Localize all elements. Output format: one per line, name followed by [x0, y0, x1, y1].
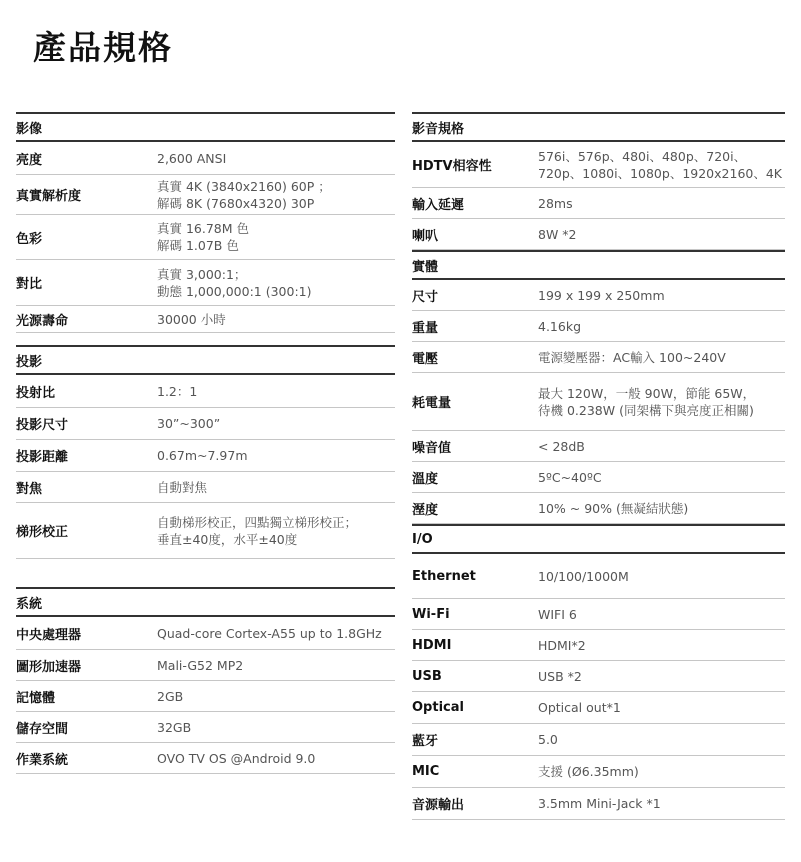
spec-row [16, 681, 395, 712]
page-title: 產品規格 [33, 28, 173, 67]
spec-row [16, 503, 395, 559]
spec-value [538, 342, 726, 372]
spec-row [412, 311, 785, 342]
spec-value-line: 待機 0.238W (同架構下與亮度正相關) [538, 402, 754, 418]
spec-value-line: 576i、576p、480i、480p、720i、 [538, 148, 747, 164]
spec-value [157, 650, 243, 680]
spec-row [412, 630, 785, 661]
spec-value [538, 692, 621, 723]
spec-value-line: 動態 1,000,000:1 (300:1) [157, 283, 312, 299]
spec-row [16, 306, 395, 333]
section-heading [16, 587, 395, 617]
spec-label: 記憶體 [16, 690, 56, 706]
spec-label: 光源壽命 [16, 313, 69, 329]
spec-value-line: 2,600 ANSI [157, 150, 227, 166]
spec-label: 電壓 [412, 351, 439, 367]
spec-value [538, 462, 602, 492]
spec-value-line: 32GB [157, 719, 192, 735]
spec-value-line: 1.2：1 [157, 383, 198, 399]
spec-value [157, 142, 226, 174]
section-heading-label: I/O [412, 531, 433, 547]
spec-value-line: < 28dB [538, 438, 585, 454]
section-heading [412, 250, 785, 280]
spec-value [538, 724, 558, 755]
spec-label: HDTV相容性 [412, 159, 492, 174]
section-heading [412, 112, 785, 142]
spec-row [16, 142, 395, 175]
spec-value [157, 306, 226, 332]
section-heading [16, 112, 395, 142]
spec-value [157, 503, 357, 558]
spec-row [16, 175, 395, 215]
spec-value [157, 408, 220, 439]
spec-value-line: HDMI*2 [538, 637, 586, 653]
spec-label: USB [412, 668, 442, 684]
spec-value [157, 440, 248, 471]
spec-label: 投影距離 [16, 450, 69, 465]
spec-value-line: 4.16kg [538, 318, 582, 334]
spec-value-line: 3.5mm Mini-Jack *1 [538, 796, 661, 811]
spec-value [157, 617, 382, 649]
spec-label: MIC [412, 764, 440, 779]
spec-row [412, 142, 785, 188]
spec-label: 作業系統 [16, 752, 69, 768]
spec-label: HDMI [412, 637, 452, 653]
spec-label: 梯形校正 [16, 525, 69, 540]
section-heading [412, 524, 785, 554]
spec-value [538, 554, 629, 598]
spec-row [16, 260, 395, 306]
section-heading-label: 影音規格 [412, 121, 465, 137]
spec-value-line: 電源變壓器：AC輸入 100~240V [538, 349, 726, 365]
spec-label: 對焦 [16, 481, 43, 497]
spec-value [538, 142, 782, 187]
spec-value [538, 188, 573, 218]
spec-label: 溼度 [412, 502, 439, 518]
spec-value [157, 260, 312, 305]
spec-value-line: Quad-core Cortex-A55 up to 1.8GHz [157, 625, 382, 641]
spec-row [412, 661, 785, 692]
spec-value [157, 712, 191, 742]
spec-label: 亮度 [16, 152, 43, 168]
spec-row [412, 462, 785, 493]
spec-row [16, 712, 395, 743]
spec-value-line: 解碼 8K (7680x4320) 30P [157, 195, 315, 211]
spec-value-line: 10/100/1000M [538, 568, 629, 584]
spec-value-line: 8W *2 [538, 226, 577, 242]
spec-row [412, 724, 785, 756]
spec-label: 圖形加速器 [16, 659, 82, 675]
spec-value [157, 743, 315, 773]
spec-label: 色彩 [16, 231, 43, 247]
spec-row [412, 280, 785, 311]
spec-value [538, 630, 586, 660]
spec-value [157, 472, 207, 502]
spec-value-line: 5.0 [538, 732, 558, 747]
spec-label: Wi-Fi [412, 606, 450, 622]
spec-value-line: 720p、1080i、1080p、1920x2160、4K [538, 165, 782, 181]
spec-row [412, 788, 785, 820]
spec-label: Ethernet [412, 568, 476, 584]
spec-row [412, 692, 785, 724]
spec-value-line: 0.67m~7.97m [157, 448, 248, 463]
spec-label: 儲存空間 [16, 721, 69, 737]
spec-value-line: OVO TV OS @Android 9.0 [157, 750, 316, 766]
spec-label: 尺寸 [412, 289, 439, 305]
spec-value [538, 493, 688, 523]
spec-value-line: 真實 4K (3840x2160) 60P ； [157, 178, 331, 194]
spec-value-line: 30000 小時 [157, 311, 226, 327]
spec-value-line: 5ºC~40ºC [538, 469, 602, 485]
spec-value [538, 599, 577, 629]
spec-row [16, 650, 395, 681]
spec-label: 耗電量 [412, 396, 452, 411]
spec-value-line: 199 x 199 x 250mm [538, 287, 665, 303]
spec-value-line: Optical out*1 [538, 700, 621, 715]
spec-value-line: 2GB [157, 688, 184, 704]
spec-value [538, 788, 661, 819]
spec-row [412, 493, 785, 524]
section-heading-label: 投影 [16, 354, 43, 370]
spec-row [16, 375, 395, 408]
spec-value-line: 垂直±40度，水平±40度 [157, 531, 298, 547]
spec-value [157, 215, 249, 259]
spec-value [538, 431, 585, 461]
spec-value-line: USB *2 [538, 668, 582, 684]
spec-value-line: 10% ~ 90% (無凝結狀態) [538, 500, 689, 516]
spec-label: 噪音值 [412, 440, 452, 456]
spec-value [538, 756, 639, 787]
spec-value [538, 373, 755, 430]
spec-label: 對比 [16, 277, 43, 292]
spec-row [412, 599, 785, 630]
spec-value-line: 30”~300” [157, 416, 221, 431]
spec-row [412, 219, 785, 250]
right-spec-column [412, 112, 785, 820]
spec-label: 輸入延遲 [412, 197, 465, 213]
section-heading-label: 實體 [412, 259, 439, 275]
spec-value-line: 真實 16.78M 色 [157, 221, 250, 236]
spec-row [16, 408, 395, 440]
spec-row [16, 617, 395, 650]
spec-row [412, 342, 785, 373]
spec-row [412, 554, 785, 599]
spec-value [538, 311, 581, 341]
spec-row [412, 373, 785, 431]
spec-label: 音源輸出 [412, 798, 465, 813]
section-heading [16, 345, 395, 375]
spec-row [16, 743, 395, 774]
spec-value-line: 自動對焦 [157, 479, 208, 495]
spec-label: 投影尺寸 [16, 418, 69, 433]
spec-label: 重量 [412, 320, 439, 336]
spec-value [157, 375, 197, 407]
spec-row [412, 188, 785, 219]
left-spec-column [16, 112, 395, 774]
spec-value [538, 280, 665, 310]
spec-value [157, 681, 183, 711]
spec-value [157, 175, 331, 214]
spec-row [16, 472, 395, 503]
spec-value-line: 自動梯形校正，四點獨立梯形校正； [157, 514, 358, 530]
spec-row [412, 756, 785, 788]
spec-label: 投射比 [16, 385, 56, 401]
spec-value-line: 真實 3,000:1； [157, 266, 247, 282]
spec-value-line: 支援 (Ø6.35mm) [538, 764, 639, 779]
spec-row [412, 431, 785, 462]
spec-value [538, 219, 577, 249]
section-heading-label: 影像 [16, 121, 43, 137]
spec-value-line: 解碼 1.07B 色 [157, 238, 239, 253]
spec-value-line: WIFI 6 [538, 606, 577, 622]
spec-label: 藍牙 [412, 734, 439, 749]
spec-value-line: Mali-G52 MP2 [157, 657, 244, 673]
spec-row [16, 215, 395, 260]
spec-row [16, 440, 395, 472]
section-heading-label: 系統 [16, 596, 43, 612]
spec-value [538, 661, 582, 691]
spec-value-line: 最大 120W，一般 90W，節能 65W， [538, 385, 756, 401]
spec-label: 溫度 [412, 471, 439, 487]
spec-value-line: 28ms [538, 195, 573, 211]
spec-label: 喇叭 [412, 228, 439, 244]
spec-label: 真實解析度 [16, 189, 82, 204]
spec-label: 中央處理器 [16, 627, 82, 643]
spec-label: Optical [412, 700, 464, 715]
